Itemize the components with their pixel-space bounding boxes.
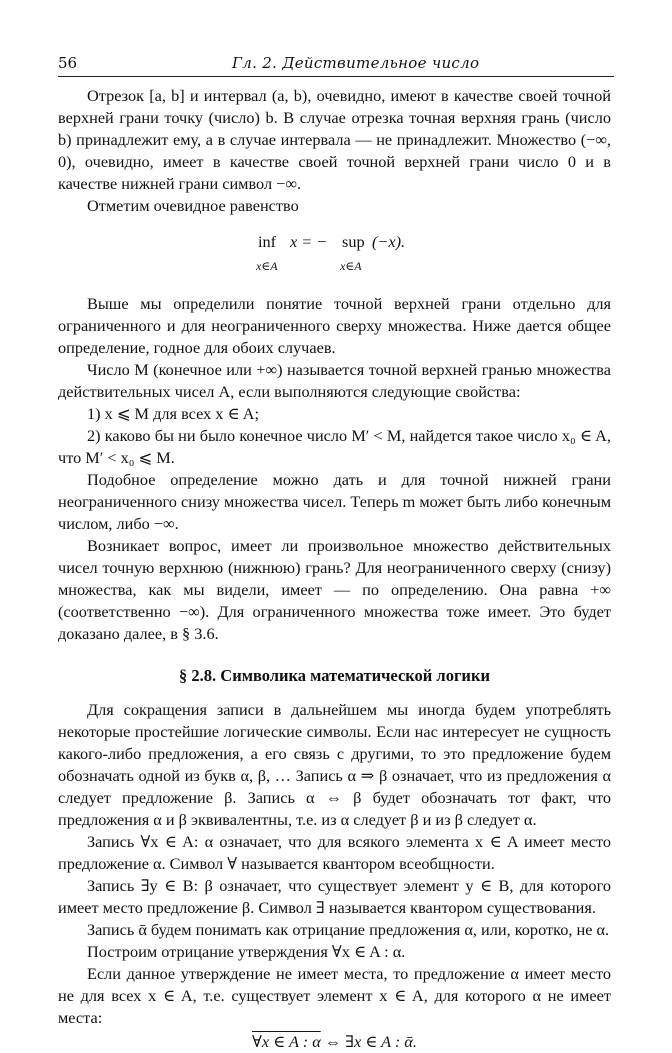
paragraph-universal-quantifier: Запись ∀x ∈ A: α означает, что для всякого элемента x ∈ A имеет место предложение α. Символ ∀ называется квантором всеобщности. xyxy=(58,832,611,873)
page-number: 56 xyxy=(58,54,78,72)
section-title: § 2.8. Символика математической логики xyxy=(179,666,490,685)
paragraph-property-1: 1) x ⩽ M для всех x ∈ A; xyxy=(87,404,260,423)
formula-negation-left: ∀x ∈ A : α xyxy=(252,1032,321,1051)
paragraph-inf-definition: Подобное определение можно дать и для точной нижней грани неограниченного снизу множества чисел. Теперь m может быть либо конечным числом, либо −∞. xyxy=(58,470,611,533)
paragraph-negation-explanation: Если данное утверждение не имеет места, то предложение α имеет место не для всех x ∈ A, т.е. существует элемент x ∈ A, для которого α не имеет места: xyxy=(58,964,611,1027)
paragraph-existential-quantifier: Запись ∃y ∈ B: β означает, что существует элемент y ∈ B, для которого имеет место предложение β. Символ ∃ называется квантором существования. xyxy=(58,876,611,917)
formula-sup-subscript: x∈A xyxy=(340,259,362,273)
formula-sup-label: sup xyxy=(342,232,365,251)
paragraph-sup-definition: Число M (конечное или +∞) называется точной верхней гранью множества действительных чисел A, если выполняются следующие свойства: xyxy=(58,360,611,401)
formula-inf-label: inf xyxy=(258,232,277,251)
formula-negation xyxy=(58,1031,611,1053)
paragraph-build-negation: Построим отрицание утверждения ∀x ∈ A : α. xyxy=(87,942,406,961)
paragraph-equality-intro: Отметим очевидное равенство xyxy=(87,196,299,215)
paragraph-negation: Запись ᾱ будем понимать как отрицание предложения α, или, коротко, не α. xyxy=(87,920,610,939)
page-body xyxy=(58,85,611,1053)
formula-negation-right: ⇔ ∃x ∈ A : ᾱ. xyxy=(320,1032,417,1051)
paragraph-property-2: 2) каково бы ни было конечное число M′ < M, найдется такое число x₀ ∈ A, что M′ < x₀ ⩽ M. xyxy=(58,426,611,467)
running-head: Гл. 2. Действительное число xyxy=(232,54,480,72)
formula-inf-subscript: x∈A xyxy=(256,259,278,273)
formula-inf xyxy=(256,231,278,273)
page-header xyxy=(58,52,614,77)
paragraph-logic-symbols: Для сокращения записи в дальнейшем мы иногда будем употреблять некоторые простейшие логические символы. Если нас интересует не сущность какого-либо предложения, а его связь с другими, то это предложение будем обозначать одной из букв α, β, … Запись α ⇒ β означает, что из предложения α следует предложение β. Запись α ⇔ β будет обозначать тот факт, что предложения α и β эквивалентны, т.е. из α следует β и из β следует α. xyxy=(58,700,611,829)
formula-eq: x = − xyxy=(290,232,328,251)
formula-inf-sup xyxy=(58,231,611,275)
paragraph-general-definition: Выше мы определили понятие точной верхней грани отдельно для ограниченного и для неограниченного сверху множества. Ниже дается общее определение, годное для обоих случаев. xyxy=(58,294,611,357)
formula-arg: (−x). xyxy=(372,232,406,251)
formula-sup xyxy=(340,231,365,273)
paragraph-existence-question: Возникает вопрос, имеет ли произвольное множество действительных чисел точную верхнюю (нижнюю) грань? Для неограниченного сверху (снизу) множества, как мы видели, имеет — по определению. Она равна +∞ (соответственно −∞). Для ограниченного множества тоже имеет. Это будет доказано далее, в § 3.6. xyxy=(58,536,611,643)
paragraph-segment-interval: Отрезок [a, b] и интервал (a, b), очевидно, имеют в качестве своей точной верхней грани точку (число) b. В случае отрезка точная верхняя грань (число b) принадлежит ему, а в случае интервала — не принадлежит. Множество (−∞, 0), очевидно, имеет в качестве своей точной верхней грани число 0 и в качестве нижней грани символ −∞. xyxy=(58,86,611,193)
